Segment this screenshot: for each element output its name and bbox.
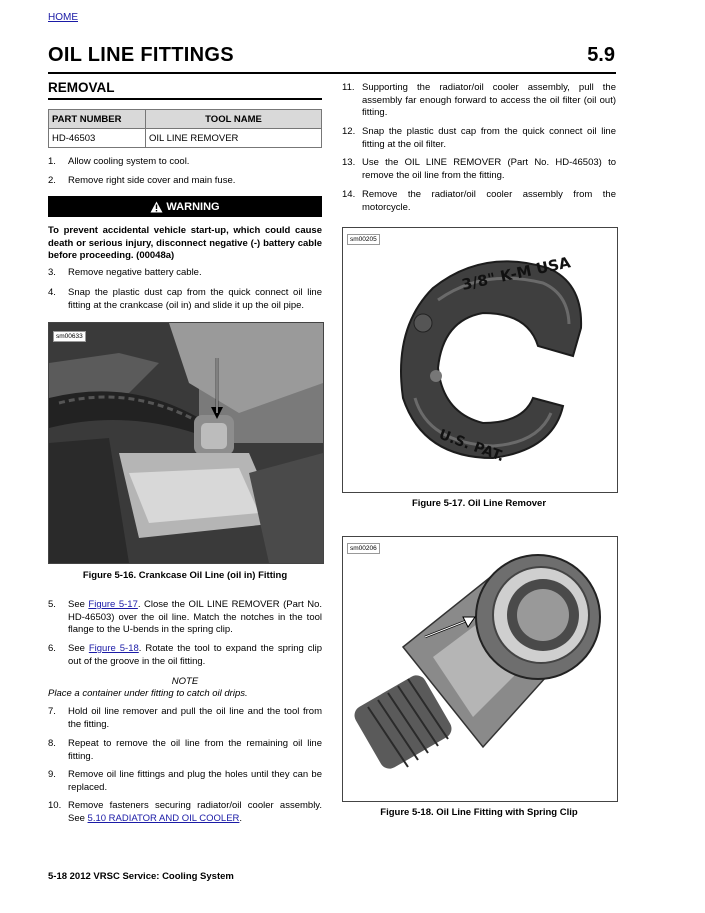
step-text — [68, 800, 322, 825]
list-item — [342, 189, 616, 215]
step-number: 6. — [48, 643, 56, 654]
step-text: Remove negative battery cable. — [68, 267, 202, 278]
step-text-post: . Close the OIL LINE REMOVER (Part No. HD-46503) over the oil line. Match the notches in the tool flange to the U-bends in the spring clip. — [68, 599, 322, 635]
step-number: 12. — [342, 126, 356, 137]
step-text: Supporting the radiator/oil cooler assembly, pull the assembly far enough forward to access the oil filter (oil out) fitting. — [362, 82, 616, 118]
warning-text: To prevent accidental vehicle start-up, which could cause death or serious injury, disconnect negative (-) battery cable before proceeding. (00048a) — [48, 225, 322, 261]
step-text — [68, 599, 322, 637]
note-heading: NOTE — [171, 676, 199, 687]
list-item — [48, 599, 322, 637]
step-text-post: . Rotate the tool to expand the spring clip out of the groove in the oil fitting. — [68, 643, 322, 667]
step-text: Snap the plastic dust cap from the quick connect oil line fitting at the crankcase (oil in) and slide it up the oil pipe. — [68, 287, 322, 311]
step-text-pre: Remove fasteners securing radiator/oil cooler assembly. See — [68, 800, 322, 824]
tool-table — [48, 109, 322, 148]
table-cell: OIL LINE REMOVER — [146, 129, 322, 148]
step-text: Remove oil line fittings and plug the holes until they can be replaced. — [68, 769, 322, 793]
step-number: 14. — [342, 189, 356, 200]
step-text-post: . — [239, 812, 243, 824]
page-title: OIL LINE FITTINGS — [48, 44, 234, 66]
step-number: 1. — [48, 156, 56, 167]
step-text: Remove right side cover and main fuse. — [68, 175, 236, 186]
list-item — [48, 738, 322, 764]
step-text: Snap the plastic dust cap from the quick connect oil line fitting at the oil filter. — [362, 126, 616, 150]
step-text — [68, 643, 322, 668]
figure-tag: sm00633 — [53, 331, 86, 342]
table-cell: HD-46503 — [49, 129, 146, 148]
step-number: 8. — [48, 738, 56, 749]
list-item — [48, 800, 322, 826]
title-rule — [48, 72, 616, 74]
step-number: 3. — [48, 267, 56, 278]
warning-banner — [48, 196, 322, 217]
figure-tag: sm00206 — [347, 543, 380, 554]
step-number: 11. — [342, 82, 355, 93]
oil-line-fitting-photo — [343, 537, 617, 801]
note-text: Place a container under fitting to catch oil drips. — [48, 688, 248, 699]
step-text: Hold oil line remover and pull the oil line and the tool from the fitting. — [68, 706, 322, 730]
list-item — [342, 157, 616, 183]
step-text-pre: See — [68, 599, 89, 610]
list-item — [48, 156, 322, 169]
step-number: 10. — [48, 800, 62, 811]
figure-caption: Figure 5-18. Oil Line Fitting with Spring Clip — [380, 807, 578, 818]
section-number: 5.9 — [587, 44, 615, 66]
section-subtitle: REMOVAL — [48, 80, 115, 95]
list-item — [48, 706, 322, 732]
figure-tag: sm00205 — [347, 234, 380, 245]
column-header: TOOL NAME — [146, 110, 322, 129]
figure-caption: Figure 5-16. Crankcase Oil Line (oil in) Fitting — [82, 570, 288, 581]
tool-table-header — [49, 110, 322, 129]
crankcase-oil-line-photo — [49, 323, 323, 563]
radiator-section-link[interactable]: 5.10 RADIATOR AND OIL COOLER — [87, 812, 240, 824]
step-number: 13. — [342, 157, 356, 168]
warning-label: WARNING — [166, 200, 220, 213]
step-number: 5. — [48, 599, 56, 610]
warning-triangle-icon — [150, 201, 163, 213]
figure-5-17 — [342, 227, 618, 493]
list-item — [48, 267, 322, 280]
step-number: 4. — [48, 287, 56, 298]
figure-caption: Figure 5-17. Oil Line Remover — [411, 498, 547, 509]
figure-5-17-link[interactable]: Figure 5-17 — [88, 599, 138, 610]
figure-5-18 — [342, 536, 618, 802]
step-text: Repeat to remove the oil line from the remaining oil line fitting. — [68, 738, 322, 762]
oil-line-remover-photo — [343, 228, 617, 492]
step-text: Allow cooling system to cool. — [68, 156, 190, 167]
subtitle-rule — [48, 98, 322, 100]
step-number: 7. — [48, 706, 56, 717]
column-header: PART NUMBER — [49, 110, 146, 129]
list-item — [342, 126, 616, 152]
step-text-pre: See — [68, 643, 89, 654]
figure-5-16 — [48, 322, 324, 564]
list-item — [48, 287, 322, 313]
table-row — [49, 129, 322, 148]
list-item — [48, 769, 322, 795]
step-number: 2. — [48, 175, 56, 186]
step-text: Remove the radiator/oil cooler assembly from the motorcycle. — [362, 189, 616, 213]
page-footer: 5-18 2012 VRSC Service: Cooling System — [48, 871, 234, 882]
step-number: 9. — [48, 769, 56, 780]
step-text: Use the OIL LINE REMOVER (Part No. HD-46503) to remove the oil line from the fitting. — [362, 157, 616, 181]
svg-text:U.S. PAT.: U.S. PAT. — [436, 426, 507, 466]
list-item — [342, 82, 616, 120]
list-item — [48, 175, 322, 188]
home-link[interactable]: HOME — [48, 12, 78, 23]
svg-text:3/8" K-M USA: 3/8" K-M USA — [460, 253, 573, 294]
list-item — [48, 643, 322, 669]
figure-5-18-link[interactable]: Figure 5-18 — [88, 643, 139, 654]
